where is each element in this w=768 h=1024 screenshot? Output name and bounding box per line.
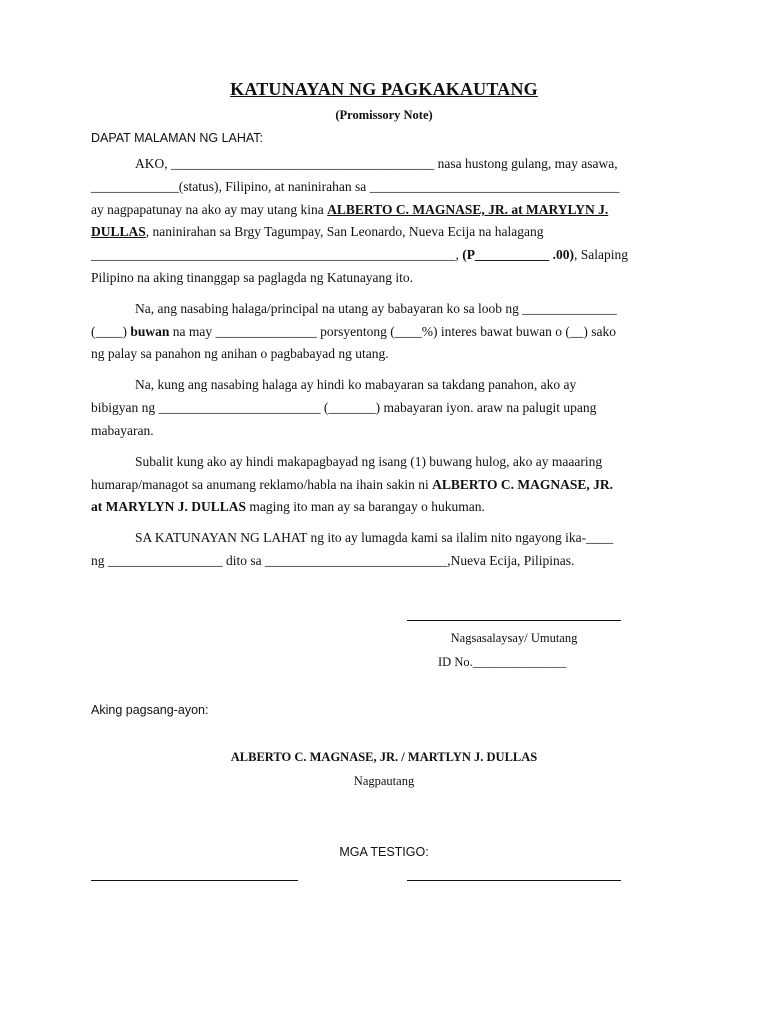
- lender-names: ALBERTO C. MAGNASE, JR. / MARTLYN J. DULLAS: [230, 750, 538, 764]
- p1-line-4-text: , naninirahan sa Brgy Tagumpay, San Leonardo, Nueva Ecija na halagang: [145, 224, 544, 239]
- lender-names-inline: ALBERTO C. MAGNASE, JR. at MARYLYN J.: [327, 202, 609, 217]
- p1-line-3-text: ay nagpapatunay na ako ay may utang kina: [91, 202, 328, 217]
- p4-lender-name-2: at MARYLYN J. DULLAS: [91, 499, 247, 514]
- p1-line-3: [91, 202, 608, 218]
- lender-surname-inline: DULLAS: [91, 224, 146, 239]
- p3-line-1: Na, kung ang nasabing halaga ay hindi ko mabayaran sa takdang panahon, ako ay: [135, 377, 577, 392]
- p3-line-2: bibigyan ng ________________________ (_______) mabayaran iyon. araw na palugit upang: [91, 400, 597, 415]
- lender-role: Nagpautang: [353, 774, 415, 788]
- p2-months-blank: (____): [91, 324, 131, 339]
- p4-line-2: [91, 477, 613, 493]
- p1-line-4: [91, 224, 543, 240]
- p2-line-1: Na, ang nasabing halaga/principal na utang ay babayaran ko sa loob ng ______________: [135, 301, 617, 316]
- p2-buwan: buwan: [130, 324, 170, 339]
- p1-line-5-text: , Salaping: [574, 247, 628, 262]
- p4-line-3-text: maging ito man ay sa barangay o hukuman.: [246, 499, 485, 514]
- p1-line-6: Pilipino na aking tinanggap sa paglagda ng Katunayang ito.: [91, 270, 414, 285]
- borrower-id-field: ID No._______________: [438, 655, 567, 669]
- p5-line-2: ng _________________ dito sa ___________________________,Nueva Ecija, Pilipinas.: [91, 553, 575, 568]
- p4-line-1: Subalit kung ako ay hindi makapagbayad ng isang (1) buwang hulog, ako ay maaaring: [135, 454, 603, 469]
- witness-1-signature-line: [91, 880, 298, 881]
- salutation: DAPAT MALAMAN NG LAHAT:: [91, 131, 264, 145]
- p1-line-1: AKO, _______________________________________ nasa hustong gulang, may asawa,: [135, 156, 618, 171]
- p3-line-3: mabayaran.: [91, 423, 154, 438]
- witness-2-signature-line: [407, 880, 621, 881]
- p4-lender-name: ALBERTO C. MAGNASE, JR.: [432, 477, 613, 492]
- witnesses-label: MGA TESTIGO:: [339, 845, 429, 859]
- p1-line-5: [91, 247, 628, 263]
- p2-line-2: [91, 324, 616, 340]
- document-title: KATUNAYAN NG PAGKAKAUTANG: [230, 79, 538, 99]
- amount-figure: (P___________ .00): [462, 247, 574, 262]
- p2-line-2-text: na may _______________ porsyentong (____%) interes bawat buwan o (__) sako: [169, 324, 616, 339]
- p1-line-2: _____________(status), Filipino, at naninirahan sa _____________________________________: [91, 179, 620, 194]
- borrower-role: Nagsasalaysay/ Umutang: [450, 631, 578, 645]
- p2-line-3: ng palay sa panahon ng anihan o pagbabayad ng utang.: [91, 346, 389, 361]
- p4-line-3: [91, 499, 485, 515]
- borrower-signature-line: [407, 620, 621, 621]
- p5-line-1: SA KATUNAYAN NG LAHAT ng ito ay lumagda kami sa ilalim nito ngayong ika-____: [135, 530, 614, 545]
- consent-label: Aking pagsang-ayon:: [91, 703, 209, 717]
- amount-words-blank: ______________________________________________________,: [91, 247, 463, 262]
- p4-line-2-text: humarap/managot sa anumang reklamo/habla na ihain sakin ni: [91, 477, 433, 492]
- document-subtitle: (Promissory Note): [335, 108, 433, 122]
